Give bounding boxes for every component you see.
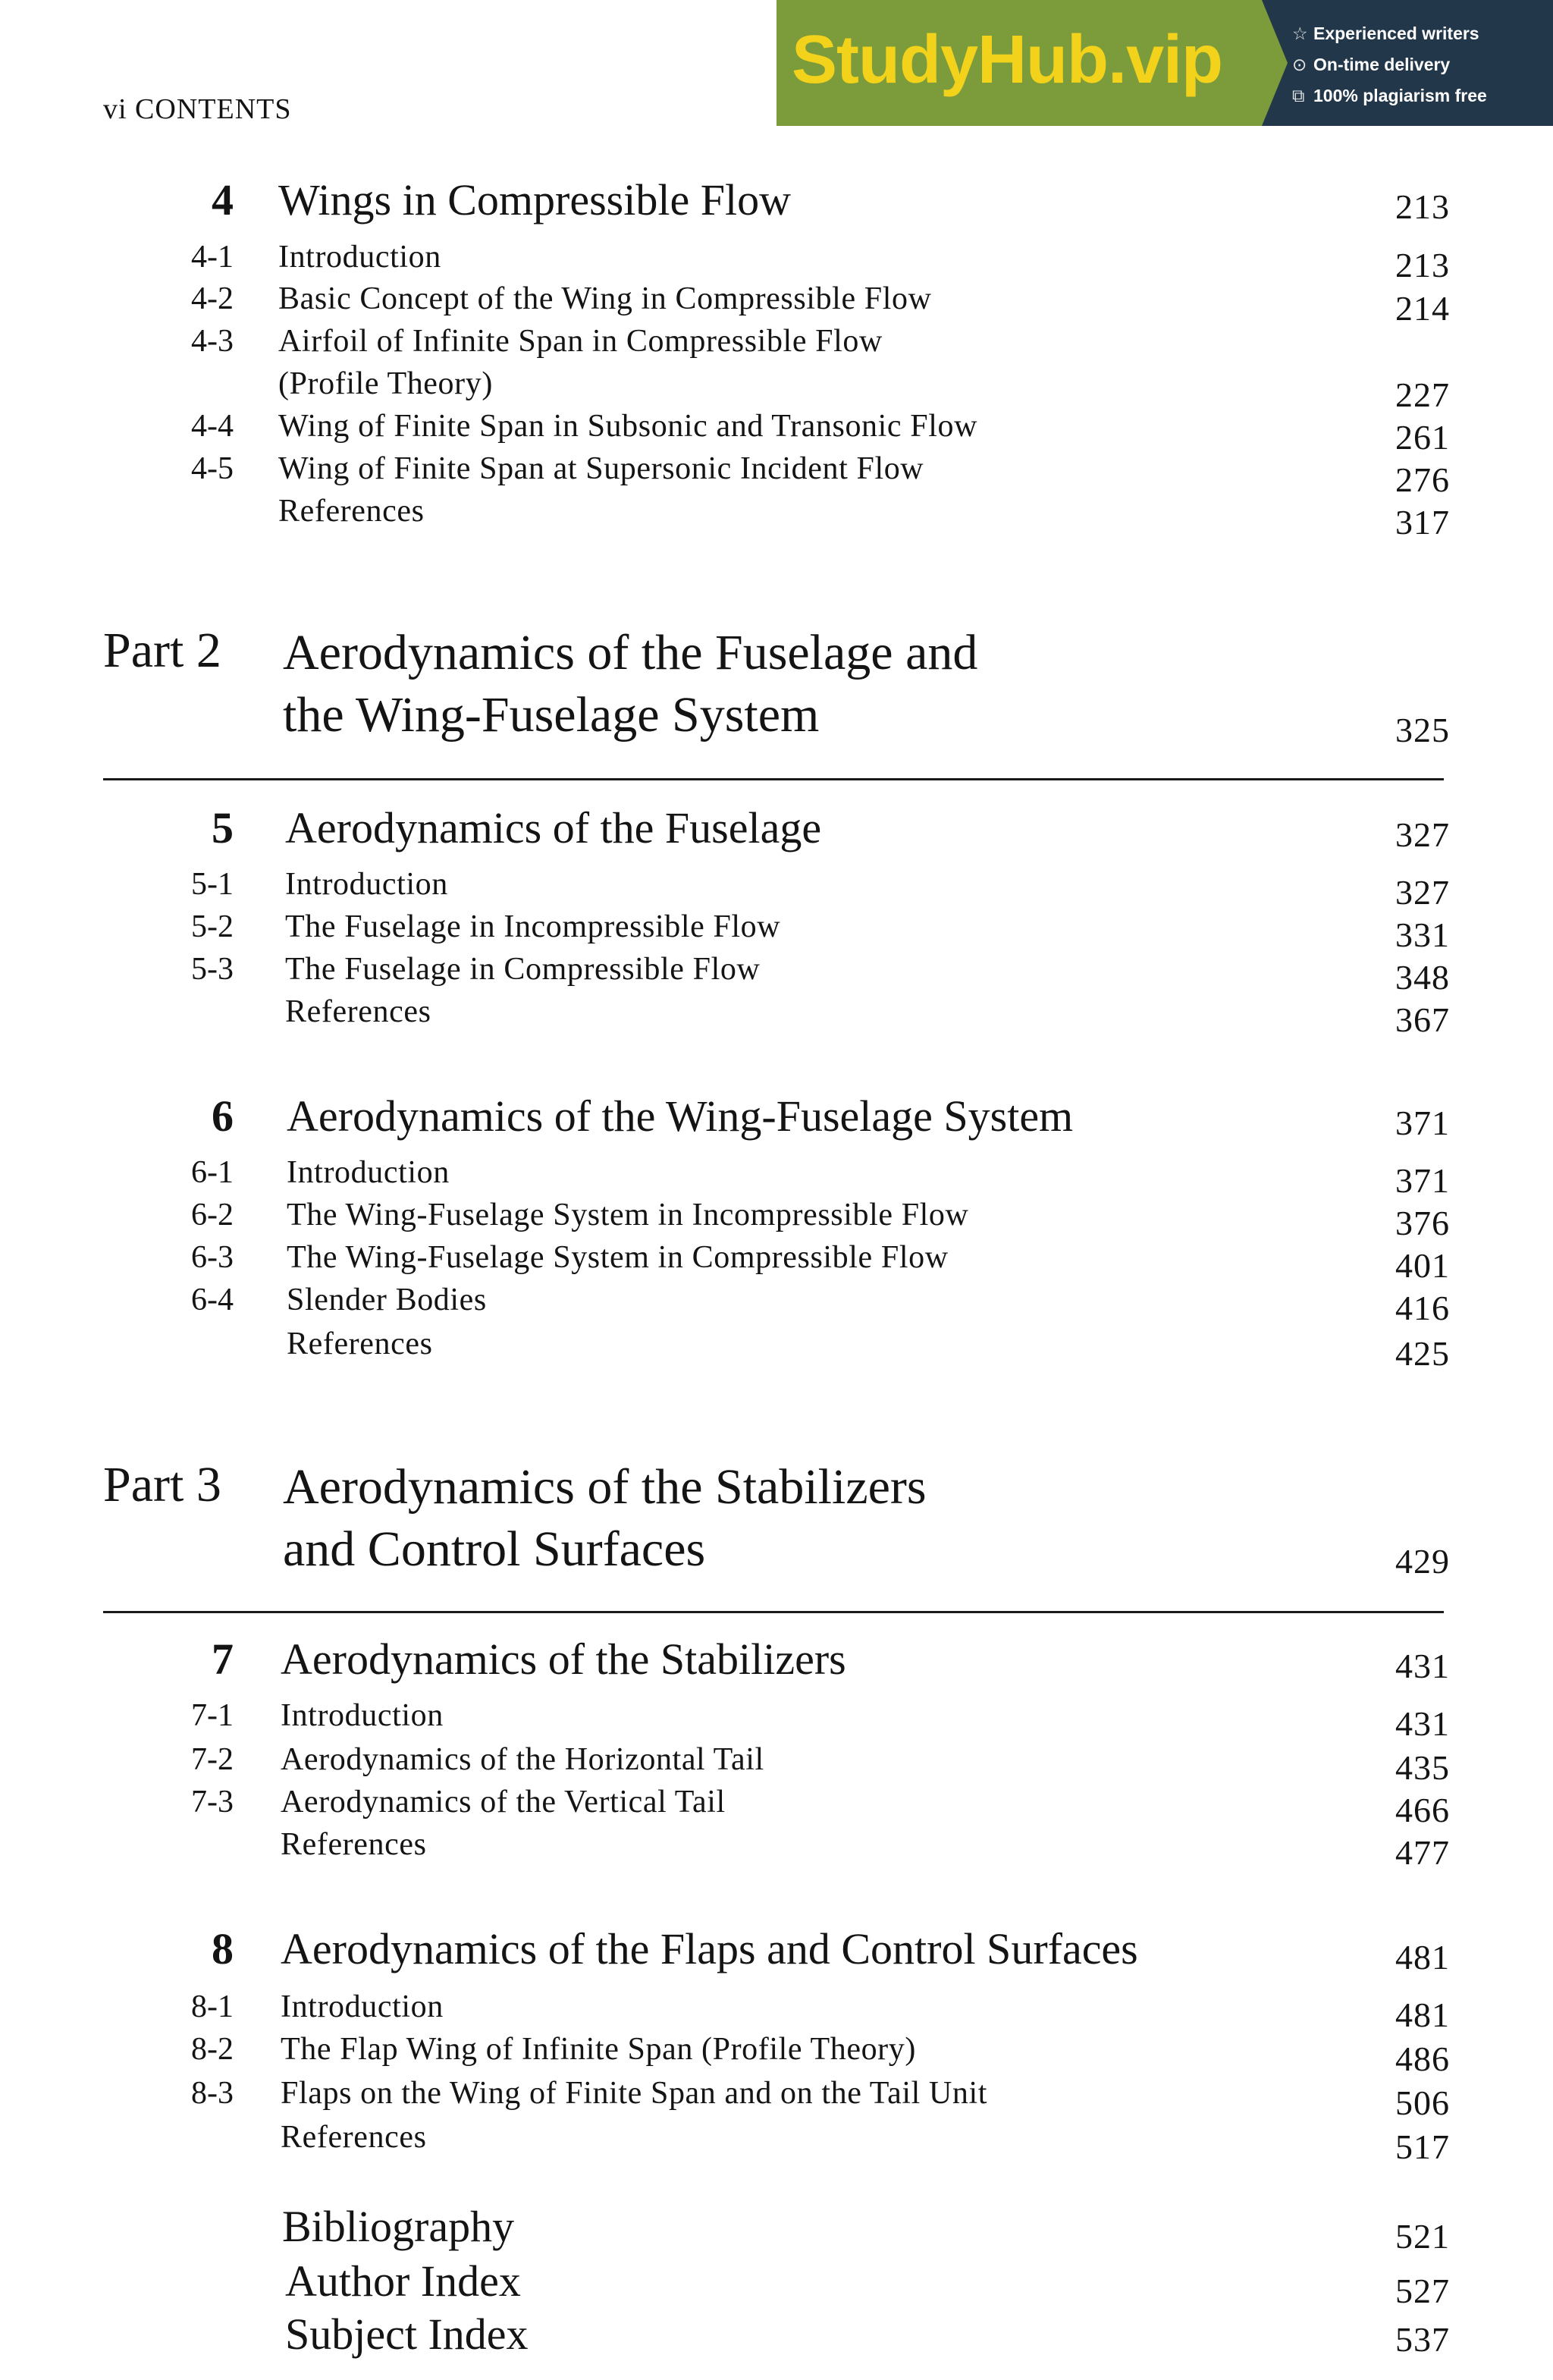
section-title: Aerodynamics of the Horizontal Tail: [281, 1742, 764, 1777]
section-number: 7-1: [191, 1698, 234, 1733]
part-label: Part 3: [103, 1457, 221, 1512]
section-number: 8-1: [191, 1989, 234, 2024]
part-title-line: and Control Surfaces: [283, 1521, 706, 1577]
page-number: 429: [1395, 1542, 1450, 1581]
chapter-number: 6: [212, 1091, 234, 1141]
star-icon: ☆: [1292, 24, 1308, 43]
page-header: vi CONTENTS: [103, 93, 292, 125]
page-number: 431: [1395, 1704, 1450, 1743]
part-title: [283, 622, 977, 746]
page-number: 213: [1395, 187, 1450, 226]
part-title: [283, 1456, 927, 1581]
chapter-number: 4: [212, 175, 234, 224]
chapter-number: 7: [212, 1634, 234, 1684]
section-title: Aerodynamics of the Vertical Tail: [281, 1785, 726, 1820]
banner-feature: [1292, 49, 1487, 80]
backmatter-title: Bibliography: [282, 2202, 515, 2251]
section-title: References: [281, 1827, 427, 1862]
page-number: 466: [1395, 1791, 1450, 1829]
page-number: 367: [1395, 1000, 1450, 1039]
section-title: References: [287, 1327, 433, 1361]
section-title: The Fuselage in Compressible Flow: [285, 952, 761, 987]
section-title: Wing of Finite Span at Supersonic Incident Flow: [278, 451, 924, 486]
chapter-title: Aerodynamics of the Flaps and Control Surfaces: [281, 1924, 1138, 1973]
page-number: 371: [1395, 1104, 1450, 1142]
banner-feature-text: Experienced writers: [1313, 24, 1479, 43]
page-number: 327: [1395, 815, 1450, 854]
page-number: 527: [1395, 2272, 1450, 2310]
section-title: Basic Concept of the Wing in Compressible Flow: [278, 281, 932, 316]
studyhub-logo[interactable]: StudyHub.vip: [792, 22, 1222, 98]
chapter-title: Aerodynamics of the Fuselage: [285, 803, 822, 852]
section-number: 8-2: [191, 2032, 234, 2067]
section-title: Introduction: [281, 1989, 444, 2024]
chapter-title: Aerodynamics of the Stabilizers: [281, 1634, 846, 1684]
page-number: 317: [1395, 503, 1450, 542]
section-number: 8-3: [191, 2076, 234, 2111]
page-number: 276: [1395, 460, 1450, 499]
section-title: Introduction: [281, 1698, 444, 1733]
banner-feature-text: On-time delivery: [1313, 55, 1451, 74]
section-title: The Wing-Fuselage System in Compressible Flow: [287, 1240, 949, 1275]
section-number: 5-2: [191, 909, 234, 944]
backmatter-title: Author Index: [285, 2256, 521, 2306]
part-title-line: Aerodynamics of the Fuselage and: [283, 625, 978, 680]
section-title: Wing of Finite Span in Subsonic and Transonic Flow: [278, 409, 978, 444]
page-number: 517: [1395, 2127, 1450, 2166]
page-number: 401: [1395, 1246, 1450, 1285]
section-number: 5-3: [191, 952, 234, 987]
page-number: 327: [1395, 873, 1450, 912]
page-number: 431: [1395, 1647, 1450, 1685]
page-number: 416: [1395, 1289, 1450, 1327]
page-number: 486: [1395, 2039, 1450, 2078]
part-divider: [103, 1611, 1444, 1613]
section-number: 6-2: [191, 1198, 234, 1232]
page-number: 331: [1395, 915, 1450, 954]
section-title: (Profile Theory): [278, 366, 493, 401]
page-number: 261: [1395, 418, 1450, 457]
page-number: 325: [1395, 711, 1450, 749]
section-title: The Flap Wing of Infinite Span (Profile Theory): [281, 2032, 916, 2067]
section-title: The Wing-Fuselage System in Incompressible Flow: [287, 1198, 969, 1232]
page-number: 521: [1395, 2217, 1450, 2256]
section-number: 6-4: [191, 1283, 234, 1317]
section-title: Airfoil of Infinite Span in Compressible Flow: [278, 324, 883, 359]
page-number: 214: [1395, 289, 1450, 328]
section-title: Introduction: [285, 867, 448, 902]
page-number: 425: [1395, 1334, 1450, 1373]
part-title-line: the Wing-Fuselage System: [283, 687, 820, 743]
page-number: 371: [1395, 1161, 1450, 1200]
page-number: 435: [1395, 1748, 1450, 1787]
page-number: 506: [1395, 2083, 1450, 2122]
section-number: 6-1: [191, 1155, 234, 1190]
banner-features: [1292, 18, 1487, 111]
section-number: 4-4: [191, 409, 234, 444]
section-title: Introduction: [278, 240, 441, 275]
section-title: References: [285, 994, 431, 1029]
page-number: 213: [1395, 246, 1450, 284]
clock-icon: ⊙: [1292, 55, 1307, 74]
page-number: 481: [1395, 1938, 1450, 1977]
chapter-title: Wings in Compressible Flow: [278, 175, 791, 224]
banner-feature: [1292, 18, 1487, 49]
page-number: 481: [1395, 1995, 1450, 2034]
section-number: 4-5: [191, 451, 234, 486]
section-title: References: [278, 494, 425, 529]
page-number: 477: [1395, 1833, 1450, 1872]
section-number: 4-3: [191, 324, 234, 359]
banner-feature: [1292, 80, 1487, 111]
copy-icon: ⧉: [1292, 86, 1305, 105]
chapter-title: Aerodynamics of the Wing-Fuselage System: [287, 1091, 1074, 1141]
backmatter-title: Subject Index: [285, 2309, 529, 2359]
page-number: 537: [1395, 2320, 1450, 2359]
section-title: Slender Bodies: [287, 1283, 487, 1317]
banner-feature-text: 100% plagiarism free: [1313, 86, 1487, 105]
studyhub-banner[interactable]: [776, 0, 1553, 126]
section-title: Flaps on the Wing of Finite Span and on the Tail Unit: [281, 2076, 988, 2111]
page-number: 227: [1395, 375, 1450, 414]
page-number: 348: [1395, 958, 1450, 997]
section-title: Introduction: [287, 1155, 450, 1190]
part-title-line: Aerodynamics of the Stabilizers: [283, 1459, 927, 1515]
page-number: 376: [1395, 1204, 1450, 1242]
section-title: References: [281, 2120, 427, 2155]
part-label: Part 2: [103, 623, 221, 678]
section-number: 4-2: [191, 281, 234, 316]
section-number: 6-3: [191, 1240, 234, 1275]
section-number: 7-2: [191, 1742, 234, 1777]
section-number: 7-3: [191, 1785, 234, 1820]
banner-arrow: [1262, 0, 1288, 126]
chapter-number: 8: [212, 1924, 234, 1973]
chapter-number: 5: [212, 803, 234, 852]
section-number: 4-1: [191, 240, 234, 275]
section-title: The Fuselage in Incompressible Flow: [285, 909, 781, 944]
section-number: 5-1: [191, 867, 234, 902]
part-divider: [103, 778, 1444, 780]
